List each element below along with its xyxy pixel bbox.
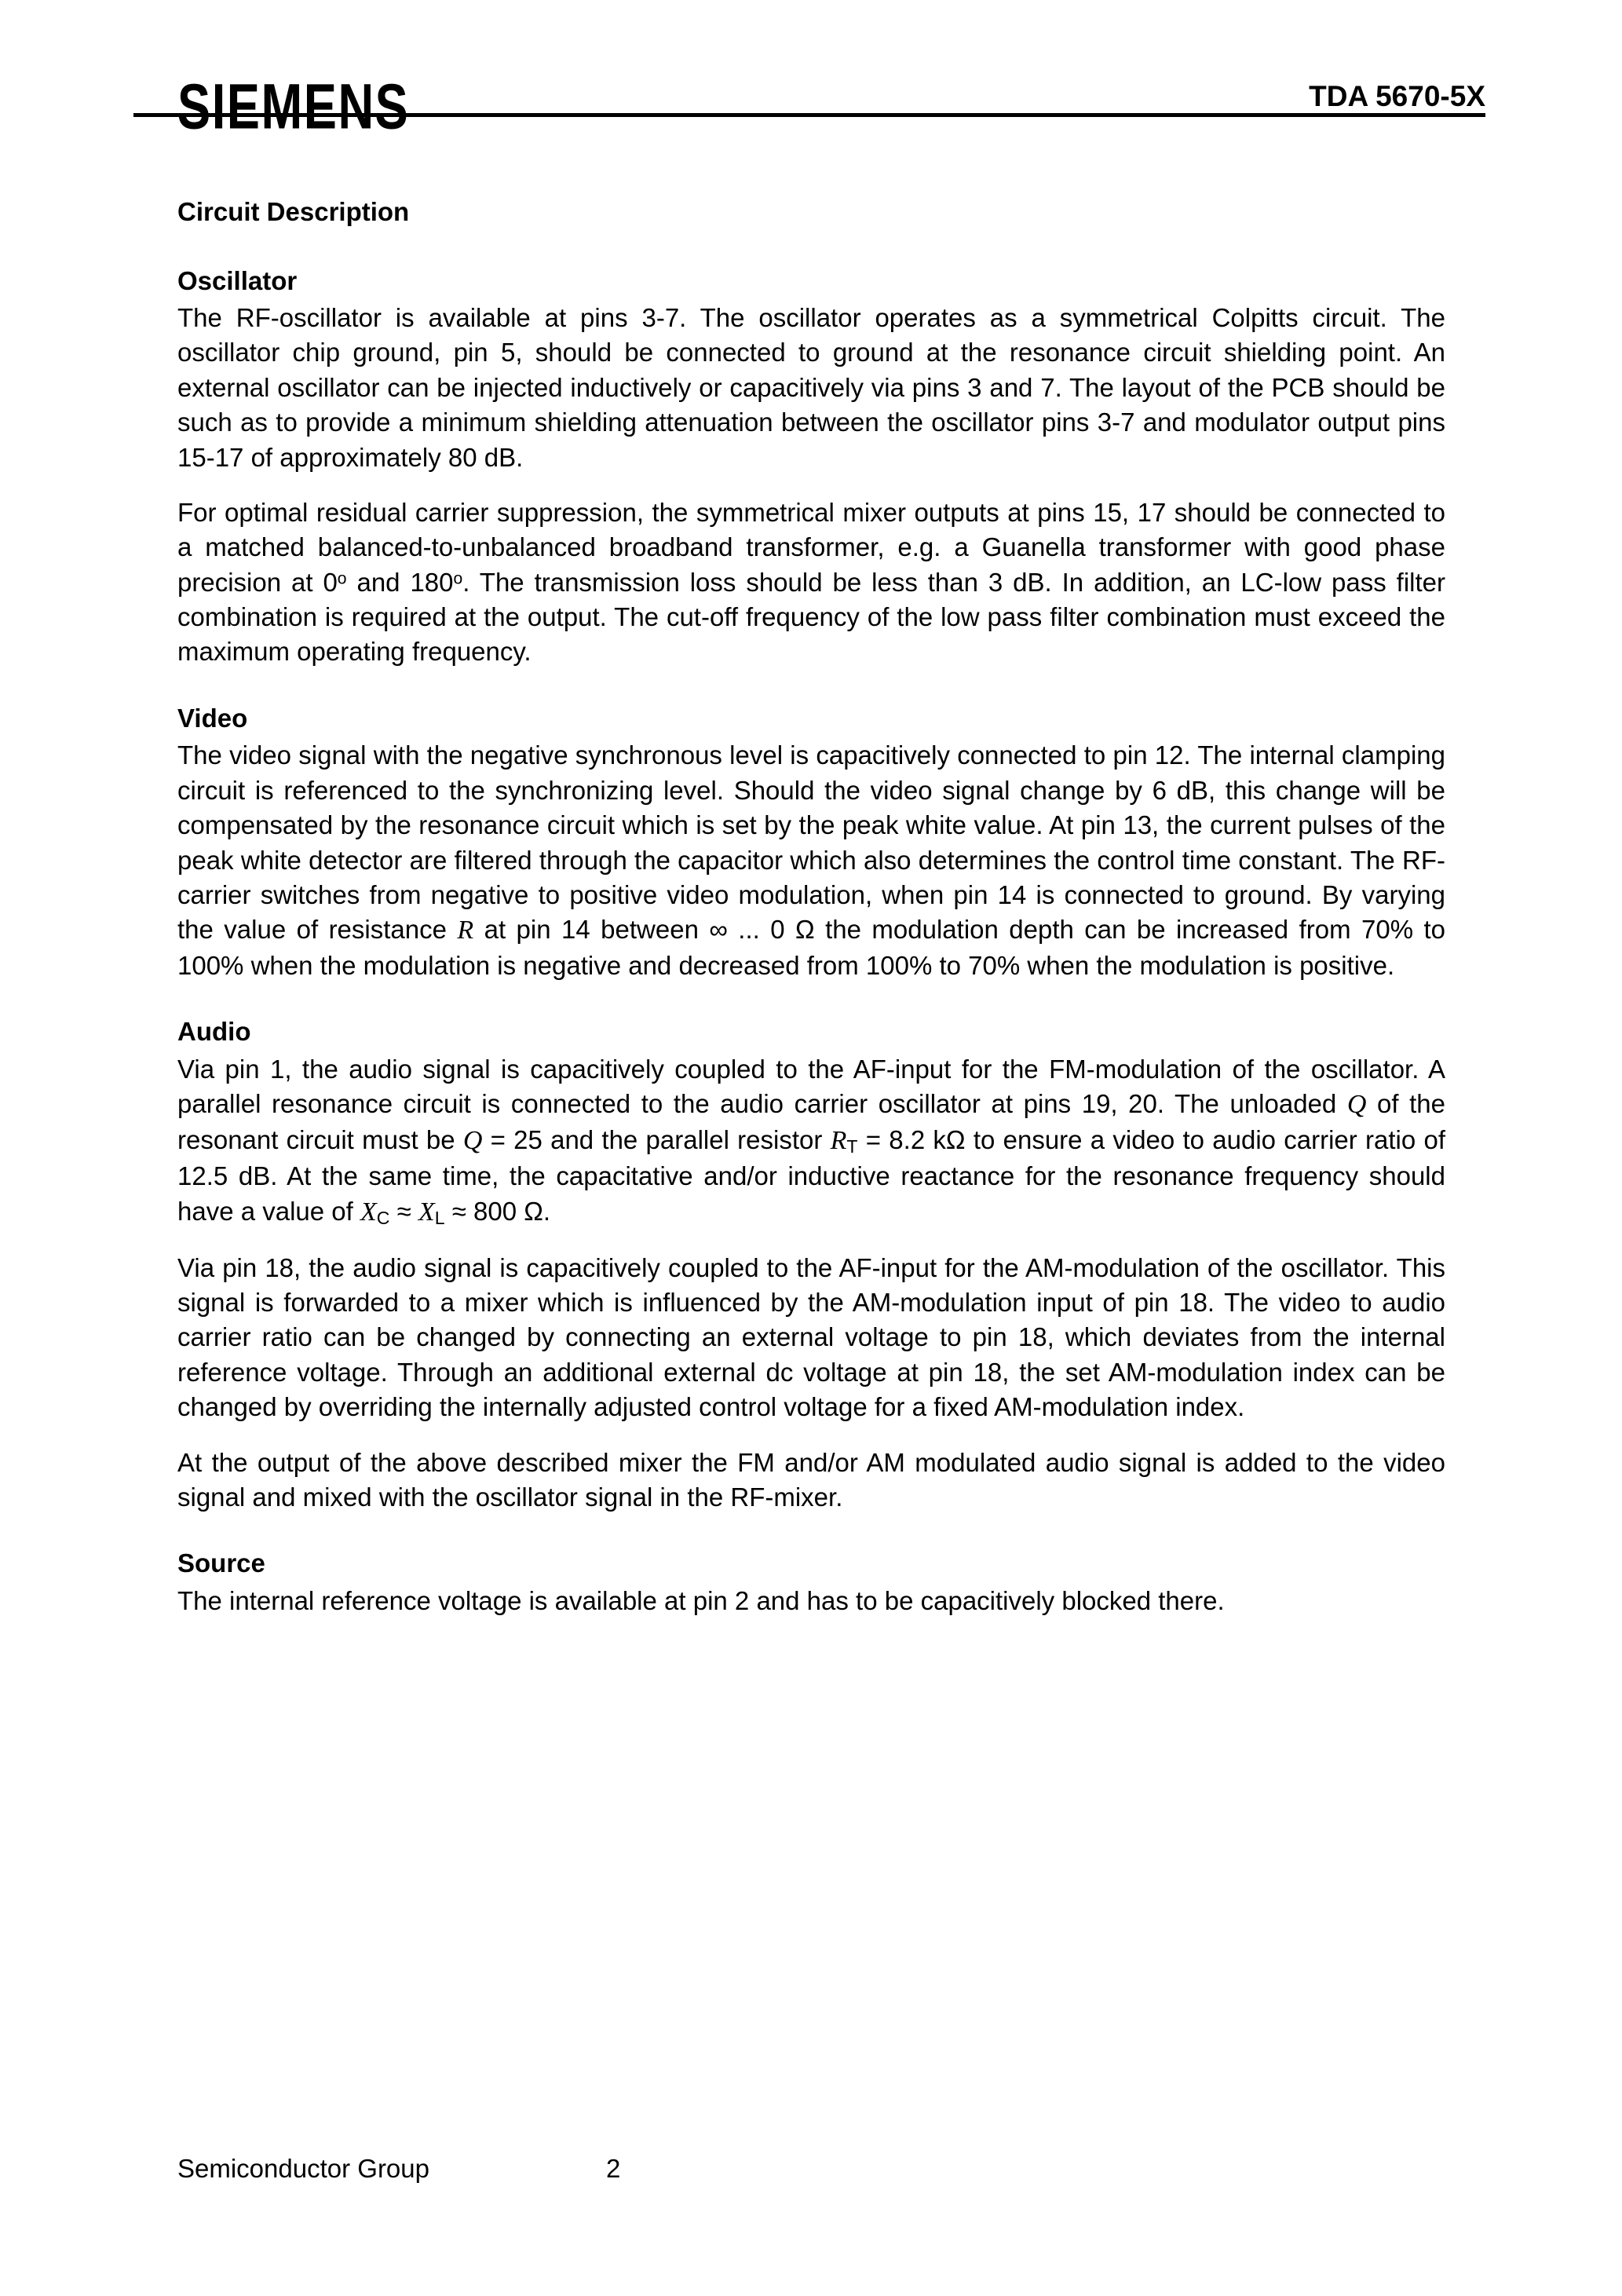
text-run: . <box>462 567 480 597</box>
paragraph-oscillator-2 <box>177 495 1445 670</box>
page-title: Circuit Description <box>177 197 410 226</box>
symbol-xc-subscript: C <box>376 1207 390 1228</box>
page-footer <box>177 2153 1445 2184</box>
symbol-q: Q <box>1346 1090 1367 1120</box>
symbol-resistance: R <box>457 916 474 945</box>
text-run: = 25 and the parallel resistor <box>482 1125 831 1154</box>
text-run: The video signal with the negative synchronous level is capacitively connected to pin 12. The internal clamping circuit is referenced to the synchronizing level. Should the video signal change by 6 dB, this change will be compensated by the resonance circuit which is set by the peak white value. At pin 13, the current pulses of the peak white detector are filtered through the capacitor which also determines the control time constant. The RF-carrier switches from negative to positive video modulation, when pin 14 is connected to ground. By varying the value of resistance <box>177 740 1445 945</box>
text-run: = 8.2 kΩ to ensure a video to audio carrier ratio of 12.5 dB. At the same time, the capacitative and/or inductive reactance for the resonance frequency should have a value of <box>177 1125 1445 1226</box>
text-run: The transmission loss should be less than 3 dB. In addition, an LC-low pass filter combination is required at the output. The cut-off frequency of the low pass filter combination must exceed the maximum operating frequency. <box>177 567 1445 667</box>
text-run: at pin 14 between ∞ ... 0 Ω the modulation depth can be increased from 70% to 100% when the modulation is negative and decreased from 100% to 70% when the modulation is positive. <box>177 915 1445 980</box>
text-run: and 180 <box>346 567 454 597</box>
paragraph-source-1: The internal reference voltage is available at pin 2 and has to be capacitively blocked there. <box>177 1585 1225 1615</box>
paragraph-oscillator-1: The RF-oscillator is available at pins 3-7. The oscillator operates as a symmetrical Colpitts circuit. The oscillator chip ground, pin 5, should be connected to ground at the resonance circuit shielding point. An external oscillator can be injected inductively or capacitively via pins 3 and 7. The layout of the PCB should be such as to provide a minimum shielding attenuation between the oscillator pins 3-7 and modulator output pins 15-17 of approximately 80 dB. <box>177 303 1445 472</box>
text-run: ≈ <box>389 1196 418 1226</box>
symbol-r-subscript: T <box>846 1136 858 1157</box>
degree-mark: o <box>337 569 347 588</box>
symbol-rt <box>831 1126 858 1155</box>
paragraph-audio-2: Via pin 18, the audio signal is capacitively coupled to the AF-input for the AM-modulation of the oscillator. This signal is forwarded to a mixer which is influenced by the AM-modulation input of pin 18. The video to audio carrier ratio can be changed by connecting an external voltage to pin 18, which deviates from the internal reference voltage. Through an additional external dc voltage at pin 18, the set AM-modulation index can be changed by overriding the internally adjusted control voltage for a fixed AM-modulation index. <box>177 1252 1445 1422</box>
symbol-xl-subscript: L <box>434 1207 445 1228</box>
header-divider <box>133 113 1485 117</box>
siemens-logo-text: SIEMENS <box>177 71 410 143</box>
heading-audio: Audio <box>177 1017 251 1047</box>
heading-video: Video <box>177 703 248 733</box>
symbol-r-base: R <box>830 1126 847 1155</box>
paragraph-audio-3: At the output of the above described mixer the FM and/or AM modulated audio signal is added to the video signal and mixed with the oscillator signal in the RF-mixer. <box>177 1447 1445 1512</box>
paragraph-video-1 <box>177 738 1445 983</box>
symbol-xl <box>418 1197 445 1227</box>
degree-mark: o <box>453 569 463 588</box>
symbol-x-base: X <box>418 1197 435 1227</box>
page-content <box>133 0 1485 2296</box>
symbol-q: Q <box>462 1126 483 1155</box>
symbol-x-base: X <box>360 1197 377 1227</box>
document-body <box>177 195 1445 1639</box>
paragraph-audio-1 <box>177 1052 1445 1230</box>
symbol-xc <box>360 1197 389 1227</box>
footer-page-number: 2 <box>606 2154 621 2183</box>
page-header <box>133 0 1485 181</box>
text-run: Via pin 1, the audio signal is capacitively coupled to the AF-input for the FM-modulation of the oscillator. A parallel resonance circuit is connected to the audio carrier oscillator at pins 19, 20. The unloaded <box>177 1054 1445 1119</box>
footer-group-name: Semiconductor Group <box>177 2154 429 2183</box>
text-run: of the resonant circuit must be <box>177 1089 1446 1154</box>
heading-oscillator: Oscillator <box>177 265 298 295</box>
text-run: For optimal residual carrier suppression, the symmetrical mixer outputs at pins 15, 17 should be connected to a matched balanced-to-unbalanced broadband transformer, e.g. a Guanella transformer with good phase precision at 0 <box>177 497 1445 597</box>
text-run: ≈ 800 Ω. <box>444 1196 551 1226</box>
part-number: TDA 5670-5X <box>1309 80 1485 112</box>
heading-source: Source <box>177 1548 265 1578</box>
